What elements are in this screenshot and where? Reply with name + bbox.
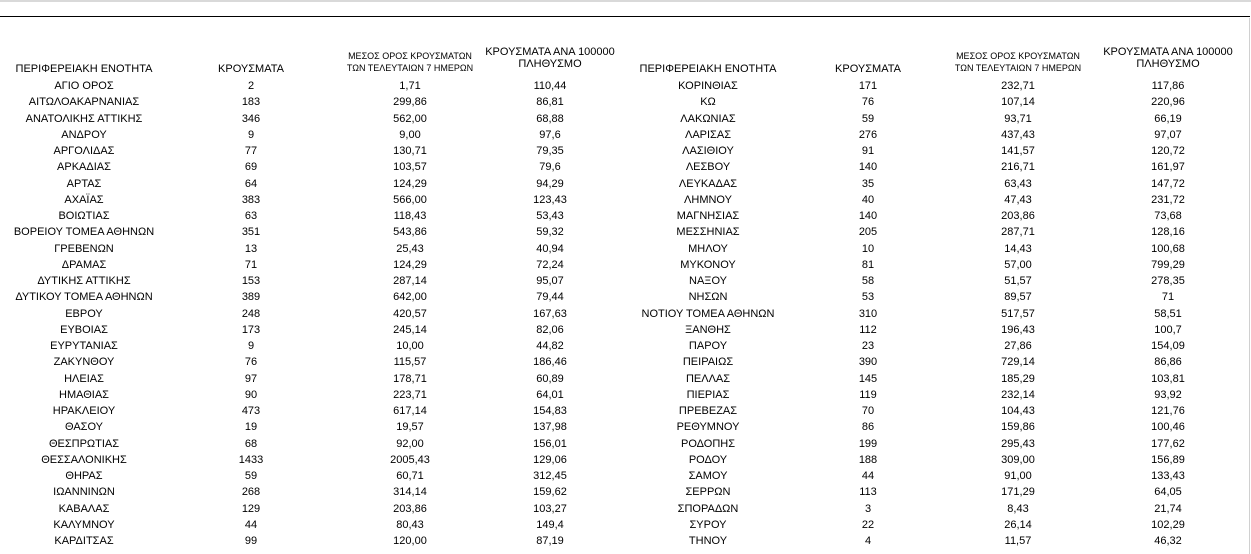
cell-per-100k: 102,29 [1151,518,1185,531]
cell-cases: 113 [859,486,877,499]
cell-region-name: ΖΑΚΥΝΘΟΥ [53,356,115,369]
cell-region-name: ΔΡΑΜΑΣ [61,258,107,271]
cell-region-name: ΞΑΝΘΗΣ [685,323,731,336]
cell-per-100k: 86,86 [1154,356,1182,369]
cell-avg-7-days: 729,14 [1001,356,1035,369]
cell-cases: 35 [861,177,875,190]
cell-cases: 153 [241,275,261,287]
cell-per-100k: 154,09 [1151,340,1185,352]
cell-region-name: ΗΜΑΘΙΑΣ [59,388,109,401]
header-per-100k [480,46,620,70]
cell-avg-7-days: 115,57 [393,356,427,369]
cell-avg-7-days: 89,57 [1004,291,1032,304]
header-per-line2: ΠΛΗΘΥΣΜΟ [1136,58,1200,70]
cell-region-name: ΚΑΡΔΙΤΣΑΣ [54,535,114,547]
cell-per-100k: 86,81 [536,96,564,109]
cell-cases: 53 [861,291,875,304]
cell-cases: 10 [861,242,875,255]
cell-per-100k: 167,63 [533,307,567,320]
cell-cases: 99 [244,535,258,547]
cell-cases: 76 [861,96,875,109]
header-per-line2: ΠΛΗΘΥΣΜΟ [518,58,582,70]
cell-region-name: ΑΙΤΩΛΟΑΚΑΡΝΑΝΙΑΣ [28,96,140,109]
cell-avg-7-days: 93,71 [1004,112,1032,125]
header-per-line1: ΚΡΟΥΣΜΑΤΑ ΑΝΑ 100000 [485,46,615,58]
cell-per-100k: 220,96 [1151,96,1185,109]
cell-cases: 351 [241,226,261,239]
cell-region-name: ΑΝΑΤΟΛΙΚΗΣ ΑΤΤΙΚΗΣ [25,112,143,125]
cell-per-100k: 129,06 [533,453,567,466]
cell-avg-7-days: 57,00 [1004,258,1032,271]
cell-per-100k: 799,29 [1151,258,1185,271]
cell-avg-7-days: 562,00 [393,112,427,125]
cell-region-name: ΚΟΡΙΝΘΙΑΣ [678,80,738,92]
cell-per-100k: 79,6 [539,161,561,174]
cell-cases: 76 [244,356,258,369]
cell-cases: 4 [864,535,872,547]
cell-cases: 90 [244,388,258,401]
right-edge-line [1249,18,1250,554]
cell-region-name: ΠΑΡΟΥ [688,340,728,352]
cell-cases: 40 [861,193,875,206]
header-avg-line2: ΤΩΝ ΤΕΛΕΥΤΑΙΩΝ 7 ΗΜΕΡΩΝ [346,63,474,73]
cell-cases: 59 [861,112,875,125]
cell-region-name: ΡΟΔΟΥ [688,453,728,466]
header-region: ΠΕΡΙΦΕΡΕΙΑΚΗ ΕΝΟΤΗΤΑ [639,63,777,75]
cell-per-100k: 100,46 [1151,421,1185,434]
cell-avg-7-days: 566,00 [393,193,427,206]
cell-region-name: ΗΡΑΚΛΕΙΟΥ [52,405,116,417]
cell-avg-7-days: 103,57 [393,161,427,174]
cell-per-100k: 159,62 [533,486,567,499]
cell-cases: 13 [244,242,258,255]
cell-region-name: ΣΠΟΡΑΔΩΝ [677,502,739,515]
cell-region-name: ΛΑΡΙΣΑΣ [684,128,731,141]
cell-region-name: ΓΡΕΒΕΝΩΝ [54,242,114,255]
cell-avg-7-days: 314,14 [393,486,427,499]
cell-region-name: ΘΑΣΟΥ [64,421,104,434]
cell-region-name: ΛΕΥΚΑΔΑΣ [678,177,738,190]
cell-avg-7-days: 232,14 [1001,388,1035,401]
cell-region-name: ΠΕΙΡΑΙΩΣ [682,356,734,369]
cell-region-name: ΤΗΝΟΥ [688,535,728,547]
cell-region-name: ΚΩ [700,96,716,109]
cell-avg-7-days: 2005,43 [390,453,430,466]
cell-per-100k: 97,6 [539,128,561,141]
cell-cases: 199 [858,437,878,450]
cell-avg-7-days: 159,86 [1001,421,1035,434]
cell-avg-7-days: 178,71 [393,372,427,385]
cell-per-100k: 53,43 [536,210,564,222]
cell-cases: 86 [861,421,875,434]
cell-per-100k: 133,43 [1151,470,1185,482]
cell-cases: 383 [241,193,261,206]
cell-cases: 276 [858,128,878,141]
cell-per-100k: 64,01 [536,388,564,401]
cell-per-100k: 117,86 [1151,80,1185,92]
cell-region-name: ΝΟΤΙΟΥ ΤΟΜΕΑ ΑΘΗΝΩΝ [641,307,775,320]
cell-avg-7-days: 232,71 [1001,80,1035,92]
cell-cases: 173 [241,323,261,336]
cell-region-name: ΠΙΕΡΙΑΣ [686,388,730,401]
cell-avg-7-days: 118,43 [393,210,427,222]
cell-per-100k: 186,46 [533,356,567,369]
cell-avg-7-days: 299,86 [393,96,427,109]
cell-cases: 77 [244,145,258,157]
cell-cases: 268 [241,486,261,499]
cell-per-100k: 73,68 [1154,210,1182,222]
cell-cases: 248 [241,307,261,320]
cell-cases: 44 [861,470,875,482]
cell-avg-7-days: 10,00 [396,340,424,352]
cell-region-name: ΣΥΡΟΥ [689,518,727,531]
cell-per-100k: 46,32 [1154,535,1182,547]
cell-region-name: ΛΗΜΝΟΥ [684,193,732,206]
cell-per-100k: 100,7 [1154,323,1182,336]
cell-region-name: ΙΩΑΝΝΙΝΩΝ [53,486,115,499]
cell-region-name: ΘΕΣΣΑΛΟΝΙΚΗΣ [41,453,127,466]
cell-cases: 2 [247,80,255,92]
cell-per-100k: 60,89 [536,372,564,385]
cell-cases: 22 [861,518,875,531]
cell-region-name: ΑΡΓΟΛΙΔΑΣ [53,145,115,157]
cell-region-name: ΛΕΣΒΟΥ [685,161,731,174]
cell-avg-7-days: 295,43 [1001,437,1035,450]
cell-per-100k: 68,88 [536,112,564,125]
cell-per-100k: 147,72 [1151,177,1185,190]
cell-region-name: ΣΕΡΡΩΝ [685,486,731,499]
cell-per-100k: 121,76 [1151,405,1185,417]
cell-cases: 310 [858,307,878,320]
cell-avg-7-days: 437,43 [1001,128,1035,141]
cell-avg-7-days: 124,29 [393,258,427,271]
cell-region-name: ΚΑΒΑΛΑΣ [58,502,110,515]
cell-cases: 68 [244,437,258,450]
cell-cases: 129 [241,502,261,515]
header-per-line1: ΚΡΟΥΣΜΑΤΑ ΑΝΑ 100000 [1103,46,1233,58]
cell-cases: 205 [858,226,878,239]
cell-avg-7-days: 9,00 [399,128,421,141]
cell-cases: 188 [858,453,878,466]
cell-region-name: ΕΥΒΟΙΑΣ [60,323,108,336]
cell-cases: 59 [244,470,258,482]
cell-cases: 3 [864,502,872,515]
cell-per-100k: 156,89 [1151,453,1185,466]
cell-per-100k: 278,35 [1151,275,1185,287]
cell-region-name: ΚΑΛΥΜΝΟΥ [53,518,115,531]
cell-region-name: ΑΧΑΪΑΣ [64,193,104,206]
cell-avg-7-days: 642,00 [393,291,427,304]
cell-region-name: ΔΥΤΙΚΟΥ ΤΟΜΕΑ ΑΘΗΝΩΝ [15,291,153,304]
header-avg-line2: ΤΩΝ ΤΕΛΕΥΤΑΙΩΝ 7 ΗΜΕΡΩΝ [954,63,1082,73]
cell-region-name: ΕΒΡΟΥ [65,307,103,320]
cell-avg-7-days: 80,43 [396,518,424,531]
cell-per-100k: 100,68 [1151,242,1185,255]
cell-per-100k: 58,51 [1154,307,1182,320]
cell-avg-7-days: 8,43 [1007,502,1029,515]
cell-cases: 81 [861,258,875,271]
cell-cases: 119 [859,388,877,401]
cell-cases: 69 [244,161,258,174]
cell-avg-7-days: 216,71 [1001,161,1035,174]
cell-per-100k: 72,24 [536,258,564,271]
cell-per-100k: 87,19 [536,535,564,547]
cell-per-100k: 103,81 [1151,372,1185,385]
cell-per-100k: 120,72 [1151,145,1185,157]
cell-region-name: ΗΛΕΙΑΣ [64,372,104,385]
cell-avg-7-days: 185,29 [1001,372,1035,385]
cell-per-100k: 79,44 [536,291,564,304]
cell-region-name: ΔΥΤΙΚΗΣ ΑΤΤΙΚΗΣ [37,275,131,287]
cell-region-name: ΑΓΙΟ ΟΡΟΣ [54,80,114,92]
cell-per-100k: 110,44 [533,80,567,92]
cell-cases: 44 [244,518,258,531]
cell-avg-7-days: 245,14 [393,323,427,336]
cell-avg-7-days: 617,14 [393,405,427,417]
cell-cases: 346 [241,112,261,125]
cell-avg-7-days: 141,57 [1001,145,1035,157]
cell-per-100k: 59,32 [536,226,564,239]
cell-avg-7-days: 120,00 [393,535,427,547]
cell-per-100k: 40,94 [536,242,564,255]
cell-avg-7-days: 27,86 [1004,340,1032,352]
header-cases: ΚΡΟΥΣΜΑΤΑ [835,63,901,75]
cell-region-name: ΒΟΙΩΤΙΑΣ [58,210,110,222]
cell-avg-7-days: 47,43 [1004,193,1032,206]
cell-per-100k: 44,82 [536,340,564,352]
cell-per-100k: 177,62 [1151,437,1185,450]
cell-per-100k: 156,01 [533,437,567,450]
cell-per-100k: 93,92 [1154,388,1182,401]
cell-cases: 145 [858,372,878,385]
cell-avg-7-days: 51,57 [1004,275,1032,287]
header-avg-line1: ΜΕΣΟΣ ΟΡΟΣ ΚΡΟΥΣΜΑΤΩΝ [956,51,1080,61]
cell-avg-7-days: 11,57 [1004,535,1032,547]
cell-per-100k: 82,06 [536,323,564,336]
cell-cases: 19 [244,421,258,434]
cell-avg-7-days: 223,71 [393,388,427,401]
cell-avg-7-days: 91,00 [1004,470,1032,482]
cell-region-name: ΠΕΛΛΑΣ [685,372,731,385]
header-per-100k [1095,46,1241,70]
cell-region-name: ΝΑΞΟΥ [689,275,727,287]
cell-avg-7-days: 63,43 [1004,177,1032,190]
header-avg-line1: ΜΕΣΟΣ ΟΡΟΣ ΚΡΟΥΣΜΑΤΩΝ [348,51,472,61]
cell-cases: 58 [861,275,875,287]
cell-cases: 183 [241,96,261,109]
cell-cases: 9 [247,340,255,352]
header-avg-7-days [335,50,485,74]
cell-cases: 1433 [238,453,264,466]
cell-cases: 140 [858,210,878,222]
cell-region-name: ΑΡΤΑΣ [66,177,102,190]
cell-cases: 71 [244,258,258,271]
cell-avg-7-days: 309,00 [1001,453,1035,466]
cell-region-name: ΑΡΚΑΔΙΑΣ [57,161,111,174]
cell-cases: 390 [858,356,878,369]
cell-per-100k: 97,07 [1154,128,1182,141]
cell-region-name: ΣΑΜΟΥ [688,470,728,482]
cell-region-name: ΠΡΕΒΕΖΑΣ [678,405,738,417]
cell-per-100k: 103,27 [533,502,567,515]
cell-region-name: ΜΑΓΝΗΣΙΑΣ [676,210,740,222]
cell-avg-7-days: 60,71 [396,470,424,482]
cell-per-100k: 21,74 [1154,502,1182,515]
cell-region-name: ΕΥΡΥΤΑΝΙΑΣ [50,340,118,352]
cell-avg-7-days: 1,71 [399,80,421,92]
cell-avg-7-days: 107,14 [1001,96,1035,109]
top-border [0,0,1251,2]
header-rule [0,16,1250,17]
cell-cases: 9 [247,128,255,141]
cell-per-100k: 95,07 [536,275,564,287]
cell-per-100k: 231,72 [1151,193,1185,206]
cell-per-100k: 123,43 [533,193,567,206]
cell-avg-7-days: 420,57 [393,307,427,320]
cell-avg-7-days: 92,00 [396,437,424,450]
cell-region-name: ΜΥΚΟΝΟΥ [680,258,736,271]
cell-avg-7-days: 517,57 [1001,307,1035,320]
cell-avg-7-days: 287,71 [1001,226,1035,239]
cell-region-name: ΡΟΔΟΠΗΣ [680,437,736,450]
cell-per-100k: 94,29 [536,177,564,190]
cell-cases: 171 [858,80,878,92]
cell-avg-7-days: 104,43 [1001,405,1035,417]
cell-cases: 70 [861,405,875,417]
header-avg-7-days [943,50,1093,74]
cell-region-name: ΜΗΛΟΥ [688,242,728,255]
cell-region-name: ΡΕΘΥΜΝΟΥ [676,421,740,434]
cell-per-100k: 66,19 [1154,112,1182,125]
cell-avg-7-days: 203,86 [393,502,427,515]
cell-cases: 64 [244,177,258,190]
cell-avg-7-days: 14,43 [1004,242,1032,255]
cell-region-name: ΒΟΡΕΙΟΥ ΤΟΜΕΑ ΑΘΗΝΩΝ [13,226,155,239]
cell-avg-7-days: 543,86 [393,226,427,239]
cell-avg-7-days: 171,29 [1001,486,1035,499]
cell-avg-7-days: 25,43 [396,242,424,255]
cell-cases: 63 [244,210,258,222]
cell-cases: 140 [858,161,878,174]
cell-per-100k: 149,4 [536,518,564,531]
cell-per-100k: 71 [1161,291,1175,304]
cell-per-100k: 161,97 [1151,161,1185,174]
cell-region-name: ΘΕΣΠΡΩΤΙΑΣ [48,437,120,450]
cell-region-name: ΛΑΣΙΘΙΟΥ [682,145,734,157]
header-cases: ΚΡΟΥΣΜΑΤΑ [218,63,284,75]
cell-cases: 473 [241,405,261,417]
cell-region-name: ΘΗΡΑΣ [65,470,103,482]
cell-avg-7-days: 124,29 [393,177,427,190]
cell-per-100k: 312,45 [533,470,567,482]
cell-cases: 112 [859,323,877,336]
cell-per-100k: 154,83 [533,405,567,417]
cell-avg-7-days: 287,14 [393,275,427,287]
cell-avg-7-days: 196,43 [1001,323,1035,336]
cell-region-name: ΝΗΣΩΝ [688,291,728,304]
cell-per-100k: 128,16 [1151,226,1185,239]
cell-cases: 389 [241,291,261,304]
cell-region-name: ΛΑΚΩΝΙΑΣ [680,112,736,125]
cell-cases: 97 [244,372,258,385]
header-region: ΠΕΡΙΦΕΡΕΙΑΚΗ ΕΝΟΤΗΤΑ [15,63,153,75]
cell-avg-7-days: 26,14 [1004,518,1032,531]
cell-cases: 23 [861,340,875,352]
cell-avg-7-days: 130,71 [393,145,427,157]
cell-region-name: ΜΕΣΣΗΝΙΑΣ [676,226,740,239]
cell-cases: 91 [861,145,875,157]
cell-per-100k: 79,35 [536,145,564,157]
cell-per-100k: 64,05 [1154,486,1182,499]
cell-region-name: ΑΝΔΡΟΥ [61,128,107,141]
cell-avg-7-days: 19,57 [396,421,424,434]
cell-avg-7-days: 203,86 [1001,210,1035,222]
cell-per-100k: 137,98 [533,421,567,434]
